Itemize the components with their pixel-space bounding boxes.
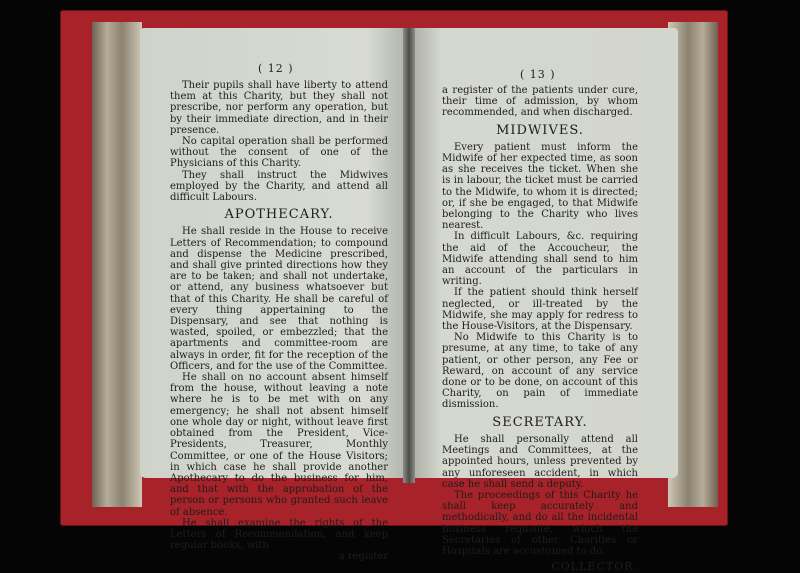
section-heading-secretary: SECRETARY. — [492, 414, 588, 430]
section-heading-apothecary: APOTHECARY. — [224, 207, 334, 223]
paragraph: No capital operation shall be performed without the consent of one of the Physicians of this Charity. — [170, 136, 388, 170]
right-page-text — [442, 85, 638, 572]
paragraph: If the patient should think herself neglected, or ill-treated by the Midwife, she may apply for redress to the House-Visitors, at the Dispensary. — [442, 287, 638, 333]
catchword: COLLECTOR. — [551, 560, 638, 573]
paragraph: He shall examine the rights of the Letters of Recommendation, and keep regular books, with — [170, 517, 388, 552]
left-page-text — [170, 80, 388, 563]
paragraph: No Midwife to this Charity is to presume, at any time, to take of any patient, or other person, any Fee or Reward, on account of any service done or to be done, on account of this Charity, on pain of immediate dismission. — [442, 332, 638, 411]
paragraph: He shall reside in the House to receive Letters of Recommendation; to compound and dispense the Medicine prescribed, and shall give printed directions how they are to be taken; and shall not undertake, or attend, any business whatsoever but that of this Charity. He shall be careful of every thing appertaining to the Dispensary, and see that nothing is wasted, spoiled, or embezzled; that the apartments and committee-room are always in order, fit for the reception of the Officers, and for the use of the Committee. — [170, 226, 388, 372]
paragraph: Every patient must inform the Midwife of her expected time, as soon as she receives the ticket. When she is in labour, the ticket must be carried to the Midwife, to whom it is directed; or, if she be engaged, to that Midwife belonging to the Charity who lives nearest. — [442, 141, 638, 232]
page-number-left: ( 12 ) — [258, 62, 294, 75]
book-gutter — [403, 28, 415, 483]
paragraph: In difficult Labours, &c. requiring the aid of the Accoucheur, the Midwife attending shall send to him an account of the particulars in writing. — [442, 231, 638, 288]
paragraph: He shall personally attend all Meetings and Committees, at the appointed hours, unless prevented by any unforeseen accident, in which case he shall send a deputy. — [442, 433, 638, 490]
section-heading-midwives: MIDWIVES. — [496, 122, 584, 138]
paragraph: a register of the patients under cure, their time of admission, by whom recommended, and when discharged. — [442, 85, 638, 119]
paragraph: He shall on no account absent himself from the house, without leaving a note where he is to be met with on any emergency; he shall not absent himself one whole day or night, without leave first obtained from the President, Vice-Presidents, Treasurer, Monthly Committee, or one of the House Visitors; in which case he shall provide another Apothecary to do the business for him, and that with the approbation of the person or persons who granted such leave of absence. — [170, 372, 388, 518]
paragraph: They shall instruct the Midwives employed by the Charity, and attend all difficult Labours. — [170, 169, 388, 204]
page-edges-left — [92, 22, 142, 507]
paragraph: The proceedings of this Charity he shall keep accurately and methodically, and do all the incidental business requisite, which the Secretaries of other Charities or Hospitals are accustomed to do. — [442, 489, 638, 557]
paragraph: Their pupils shall have liberty to attend them at this Charity, but they shall not prescribe, nor perform any operation, but by their immediate direction, and in their presence. — [170, 80, 388, 136]
page-number-right: ( 13 ) — [520, 68, 556, 81]
catchword: a register — [338, 551, 388, 563]
